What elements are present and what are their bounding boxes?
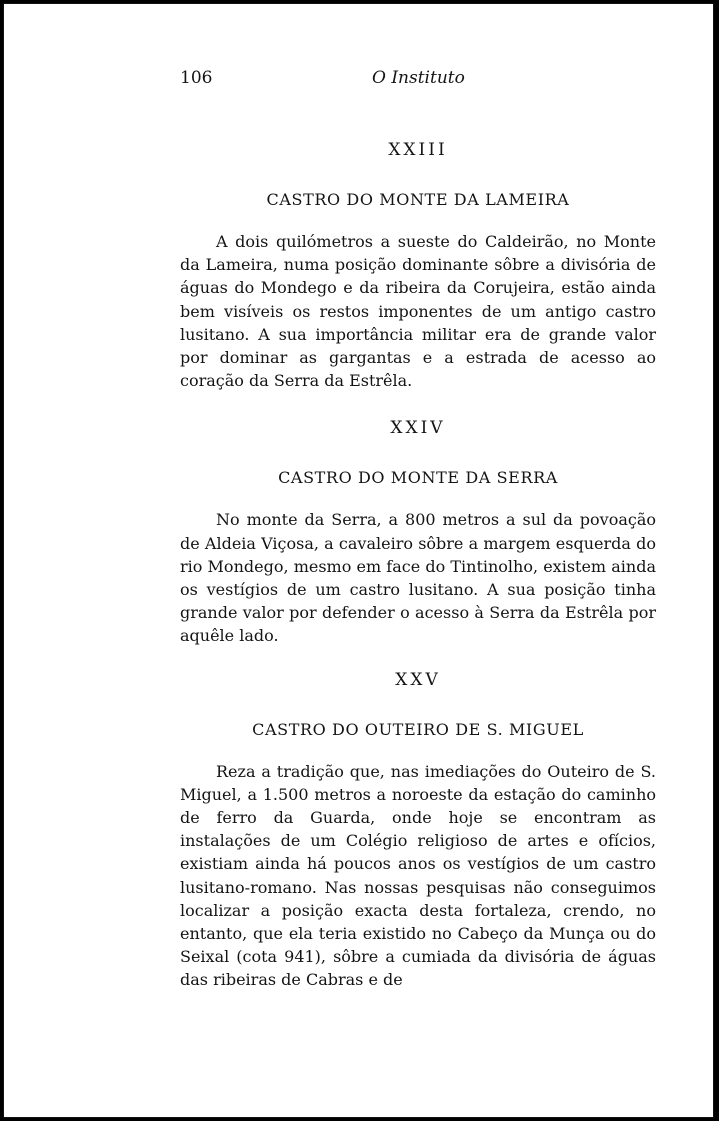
section-xxiii [180,140,656,392]
scanned-page [3,3,714,1118]
journal-title: O Instituto [372,68,465,88]
page-number: 106 [180,68,213,88]
section-title: CASTRO DO MONTE DA SERRA [278,468,558,488]
section-body: A dois quilómetros a sueste do Caldeirão, no Monte da Lameira, numa posição dominante sôbre a divisória de águas do Mondego e da ribeira da Corujeira, estão ainda bem visíveis os restos imponentes de um antigo castro lusitano. A sua importância militar era de grande valor por dominar as gargantas e a estrada de acesso ao coração da Serra da Estrêla. [180,232,656,391]
page-content [180,62,656,992]
section-body: No monte da Serra, a 800 metros a sul da povoação de Aldeia Viçosa, a cavaleiro sôbre a margem esquerda do rio Mondego, mesmo em face do Tintinolho, existem ainda os vestígios de um castro lusitano. A sua posição tinha grande valor por defender o acesso à Serra da Estrêla por aquêle lado. [180,510,656,646]
section-xxiv [180,418,656,647]
section-number: XXV [395,669,441,690]
section-number: XXIV [390,418,446,439]
section-body: Reza a tradição que, nas imediações do Outeiro de S. Miguel, a 1.500 metros a noroeste da estação do caminho de ferro da Guarda, onde hoje se encontram as instalações de um Colégio religioso de artes e ofícios, existiam ainda há poucos anos os vestígios de um castro lusitano-romano. Nas nossas pesquisas não conseguimos localizar a posição exacta desta fortaleza, crendo, no entanto, que ela teria existido no Cabeço da Munça ou do Seixal (cota 941), sôbre a cumiada da divisória de águas das ribeiras de Cabras e de [180,761,656,990]
section-title: CASTRO DO OUTEIRO DE S. MIGUEL [252,719,584,739]
section-title: CASTRO DO MONTE DA LAMEIRA [266,190,570,209]
section-number: XXIII [388,140,448,160]
section-xxv [180,670,656,992]
running-head [180,62,656,88]
